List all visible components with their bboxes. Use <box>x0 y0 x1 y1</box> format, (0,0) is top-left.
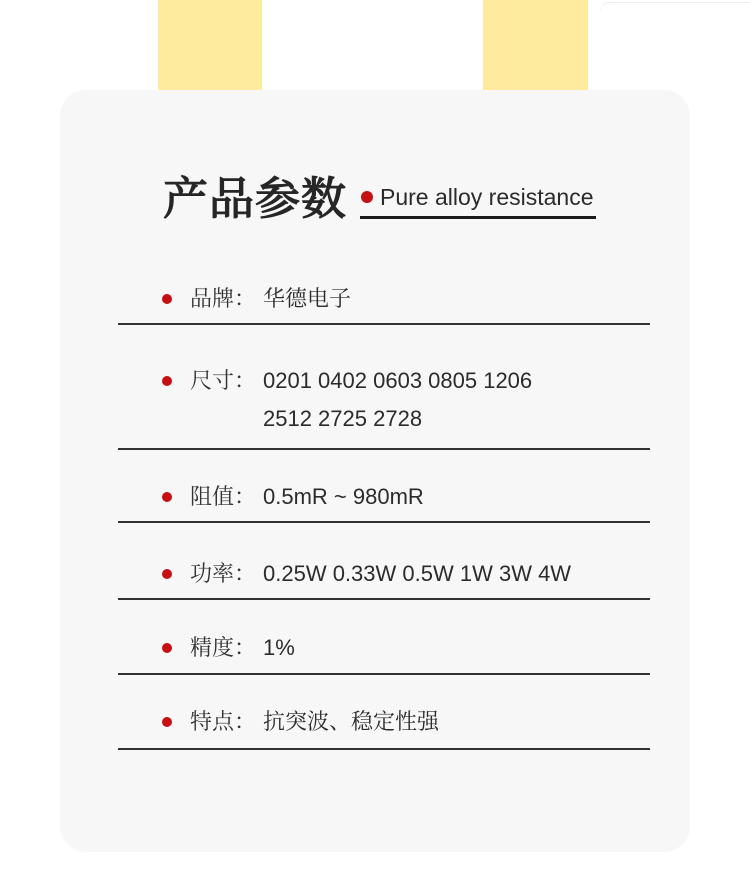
spec-value-line-2: 2512 2725 2728 <box>263 406 423 431</box>
spec-value <box>263 362 532 438</box>
yellow-ribbon-left <box>158 0 262 94</box>
bullet-icon <box>162 294 172 304</box>
spec-value-line-1: 0201 0402 0603 0805 1206 <box>263 368 533 393</box>
spec-label: 功率： <box>190 561 257 586</box>
red-dot-icon <box>361 191 373 203</box>
bullet-icon <box>162 643 172 653</box>
spec-value: 1% <box>263 635 295 660</box>
spec-row-resistance <box>118 450 650 523</box>
spec-row-features <box>118 675 650 750</box>
subtitle-text: Pure alloy resistance <box>380 184 594 210</box>
spec-value: 0.5mR ~ 980mR <box>263 484 424 509</box>
bullet-icon <box>162 569 172 579</box>
spec-label: 品牌： <box>190 286 257 311</box>
spec-value: 抗突波、稳定性强 <box>263 709 440 734</box>
spec-label: 阻值： <box>190 484 257 509</box>
spec-row-power <box>118 523 650 600</box>
spec-label: 精度： <box>190 635 257 660</box>
section-header <box>163 175 690 223</box>
spec-row-size <box>118 325 650 450</box>
spec-list <box>118 260 650 750</box>
spec-row-precision <box>118 600 650 675</box>
previous-section-edge <box>600 2 750 11</box>
page-title: 产品参数 <box>163 173 348 224</box>
section-subtitle <box>360 184 596 219</box>
spec-label: 尺寸： <box>190 368 257 393</box>
bullet-icon <box>162 376 172 386</box>
bullet-icon <box>162 717 172 727</box>
product-params-card <box>60 90 690 852</box>
spec-label: 特点： <box>190 709 257 734</box>
spec-value: 0.25W 0.33W 0.5W 1W 3W 4W <box>263 561 572 586</box>
spec-row-brand <box>118 260 650 325</box>
bullet-icon <box>162 492 172 502</box>
spec-value: 华德电子 <box>263 286 352 311</box>
yellow-ribbon-right <box>483 0 588 94</box>
